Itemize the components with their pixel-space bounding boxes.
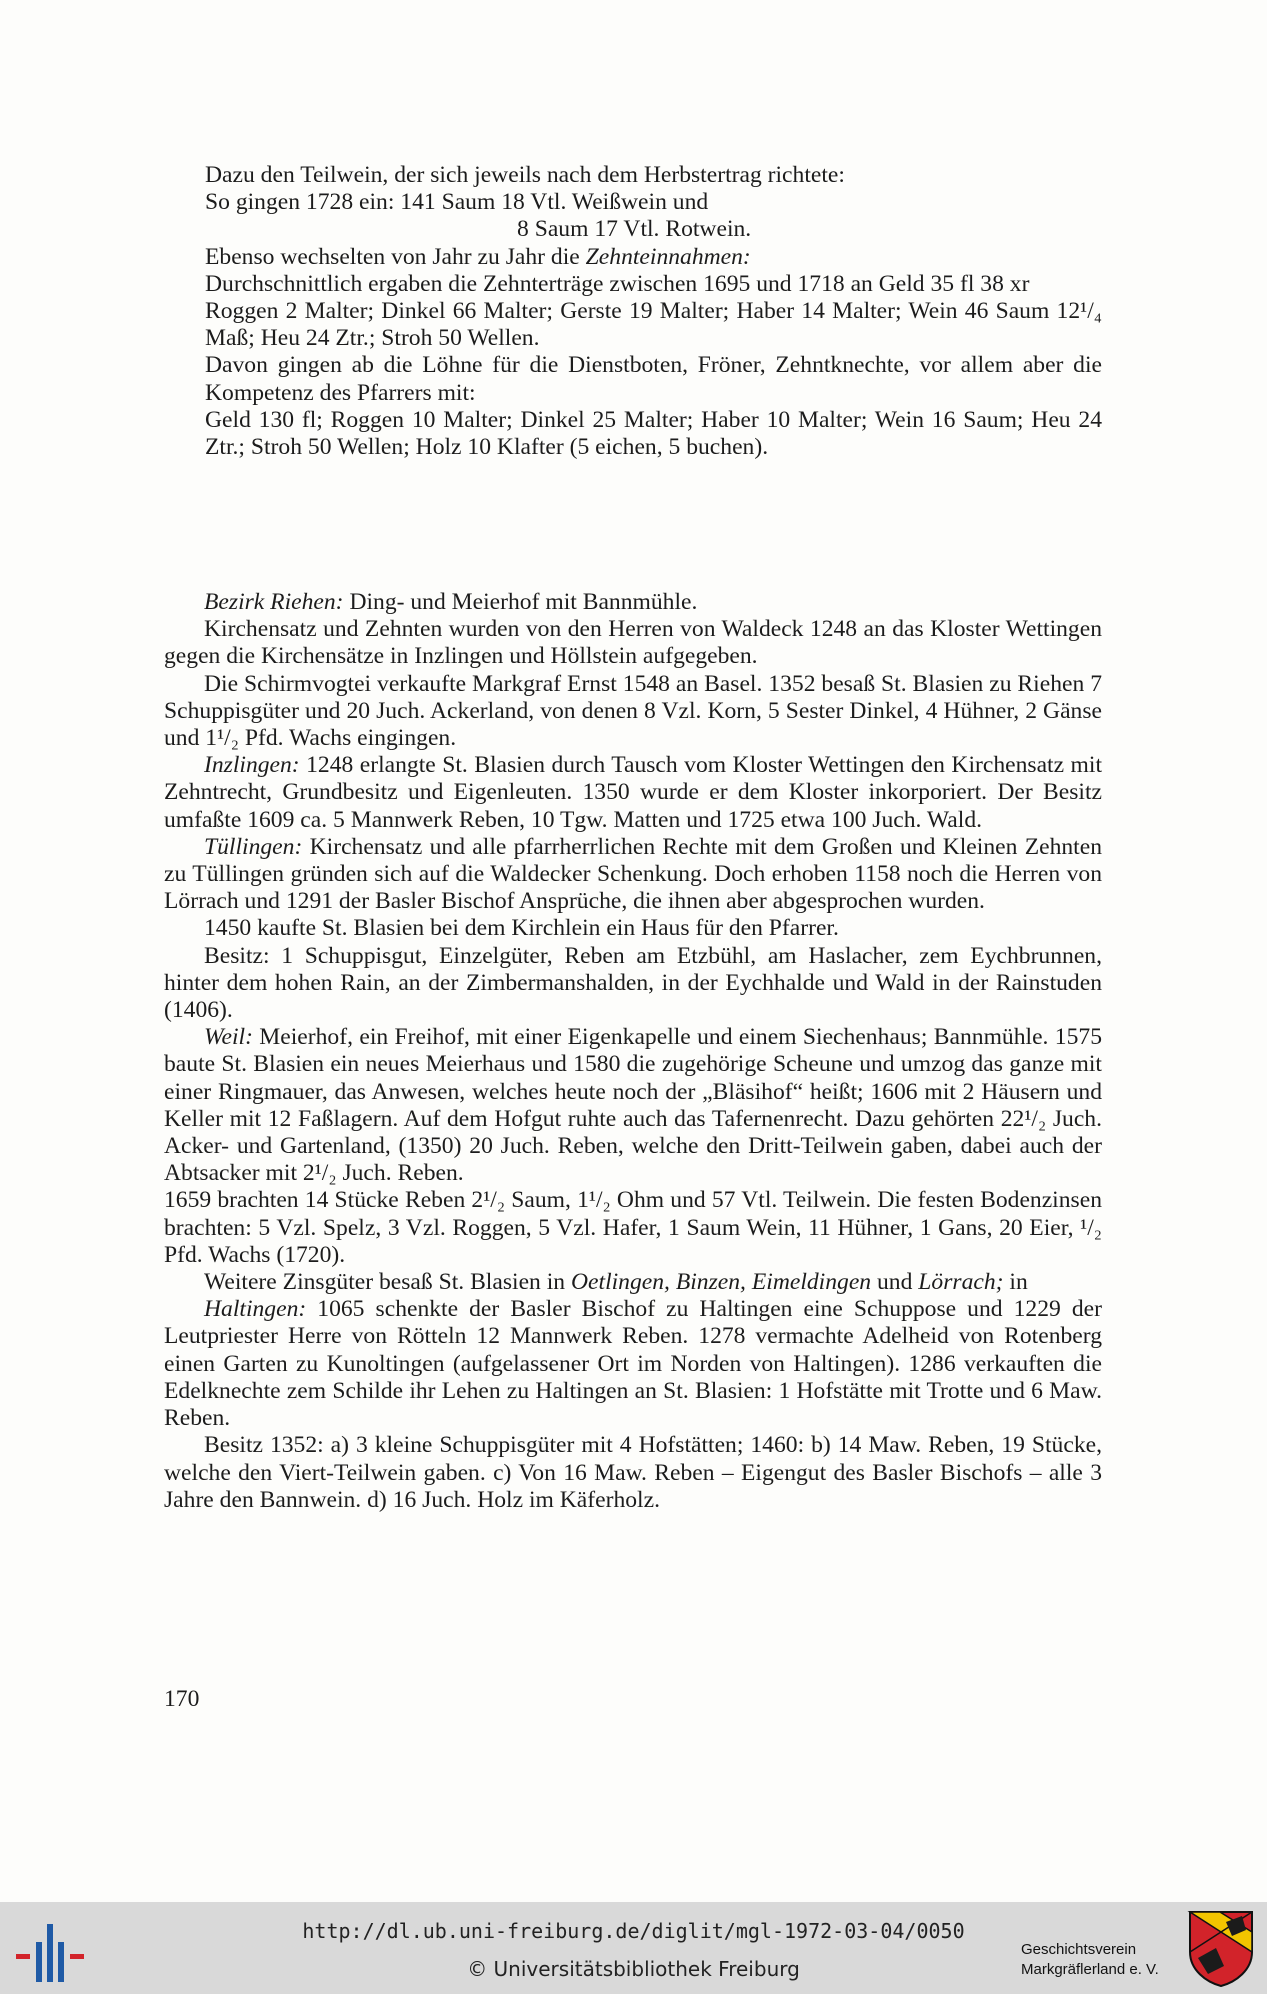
paragraph: So gingen 1728 ein: 141 Saum 18 Vtl. Weißwein und	[205, 189, 709, 216]
paragraph: Weitere Zinsgüter besaß St. Blasien in Oetlingen, Binzen, Eimeldingen und Lörrach; in	[204, 1269, 1028, 1296]
top-text-block	[205, 162, 1102, 461]
main-text-block	[164, 589, 1102, 1514]
permalink-url[interactable]: http://dl.ub.uni-freiburg.de/diglit/mgl-1972-03-04/0050	[302, 1919, 965, 1943]
paragraph: Weil: Meierhof, ein Freihof, mit einer Eigenkapelle und einem Siechenhaus; Bannmühle. 1575 baute St. Blasien ein neues Meierhaus und 1580 die zugehörige Scheune und umzog das ganze mit einer Ringmauer, das Anwesen, welches heute noch der „Bläsihof“ heißt; 1606 mit 2 Häusern und Keller mit 12 Faßlagern. Auf dem Hofgut ruhte auch das Tafernenrecht. Dazu gehörten 22¹/₂ Juch. Acker- und Gartenland, (1350) 20 Juch. Reben, welche den Dritt-Teilwein gaben, dabei auch der Abtsacker mit 2¹/₂ Juch. Reben.	[164, 1024, 1102, 1187]
paragraph: Die Schirmvogtei verkaufte Markgraf Ernst 1548 an Basel. 1352 besaß St. Blasien zu Riehen 7 Schuppisgüter und 20 Juch. Ackerland, von denen 8 Vzl. Korn, 5 Sester Dinkel, 4 Hühner, 2 Gänse und 1¹/₂ Pfd. Wachs eingingen.	[164, 670, 1102, 752]
paragraph: Tüllingen: Kirchensatz und alle pfarrherrlichen Rechte mit dem Großen und Kleinen Zehnten zu Tüllingen gründen sich auf die Waldecker Schenkung. Doch erhoben 1158 noch die Herren von Lörrach und 1291 der Basler Bischof Ansprüche, die ihnen aber abgesprochen wurden.	[164, 833, 1102, 915]
paragraph: Davon gingen ab die Löhne für die Dienstboten, Fröner, Zehntknechte, vor allem aber die Kompetenz des Pfarrers mit:	[205, 352, 1102, 406]
paragraph: Roggen 2 Malter; Dinkel 66 Malter; Gerste 19 Malter; Haber 14 Malter; Wein 46 Saum 12¹/₄ Maß; Heu 24 Ztr.; Stroh 50 Wellen.	[205, 298, 1102, 352]
paragraph: 8 Saum 17 Vtl. Rotwein.	[517, 216, 752, 243]
paragraph: Kirchensatz und Zehnten wurden von den Herren von Waldeck 1248 an das Kloster Wettingen gegen die Kirchensätze in Inzlingen und Höllstein aufgegeben.	[164, 616, 1102, 670]
paragraph: Durchschnittlich ergaben die Zehnterträge zwischen 1695 und 1718 an Geld 35 fl 38 xr	[205, 270, 1030, 297]
paragraph: Geld 130 fl; Roggen 10 Malter; Dinkel 25 Malter; Haber 10 Malter; Wein 16 Saum; Heu 24 Ztr.; Stroh 50 Wellen; Holz 10 Klafter (5 eichen, 5 buchen).	[205, 406, 1102, 461]
paragraph: 1450 kaufte St. Blasien bei dem Kirchlein ein Haus für den Pfarrer.	[204, 915, 839, 942]
paragraph: Inzlingen: 1248 erlangte St. Blasien durch Tausch vom Kloster Wettingen den Kirchensatz mit Zehntrecht, Grundbesitz und Eigenleuten. 1350 wurde er dem Kloster inkorporiert. Der Besitz umfaßte 1609 ca. 5 Mannwerk Reben, 10 Tgw. Matten und 1725 etwa 100 Juch. Wald.	[164, 752, 1102, 833]
paragraph: Dazu den Teilwein, der sich jeweils nach dem Herbstertrag richtete:	[205, 162, 845, 188]
paragraph: Besitz: 1 Schuppisgut, Einzelgüter, Reben am Etzbühl, am Haslacher, zem Eychbrunnen, hinter dem hohen Rain, an der Zimbermanshalden, in der Eychhalde und Wald in der Rainstuden (1406).	[164, 942, 1102, 1024]
paragraph: Bezirk Riehen: Ding- und Meierhof mit Bannmühle.	[204, 589, 698, 615]
paragraph: Ebenso wechselten von Jahr zu Jahr die Zehnteinnahmen:	[205, 243, 751, 270]
copyright-text: © Universitätsbibliothek Freiburg	[467, 1957, 800, 1981]
society-name: Geschichtsverein Markgräflerland e. V.	[1021, 1941, 1159, 1978]
paragraph: Besitz 1352: a) 3 kleine Schuppisgüter mit 4 Hofstätten; 1460: b) 14 Maw. Reben, 19 Stücke, welche den Viert-Teilwein gaben. c) Von 16 Maw. Reben – Eigengut des Basler Bischofs – alle 3 Jahre den Bannwein. d) 16 Juch. Holz im Käferholz.	[164, 1432, 1102, 1513]
page-number: 170	[164, 1686, 200, 1712]
footer-bar	[0, 1902, 1267, 1994]
paragraph: Haltingen: 1065 schenkte der Basler Bischof zu Haltingen eine Schuppose und 1229 der Leutpriester Herre von Rötteln 12 Mannwerk Reben. 1278 vermachte Adelheid von Rotenberg einen Garten zu Kunoltingen (aufgelassener Ort im Norden von Haltingen). 1286 verkauften die Edelknechte zem Schilde ihr Lehen zu Haltingen an St. Blasien: 1 Hofstätte mit Trotte und 6 Maw. Reben.	[164, 1296, 1102, 1432]
paragraph: 1659 brachten 14 Stücke Reben 2¹/₂ Saum, 1¹/₂ Ohm und 57 Vtl. Teilwein. Die festen Bodenzinsen brachten: 5 Vzl. Spelz, 3 Vzl. Roggen, 5 Vzl. Hafer, 1 Saum Wein, 11 Hühner, 1 Gans, 20 Eier, ¹/₂ Pfd. Wachs (1720).	[164, 1187, 1102, 1268]
coat-of-arms-icon	[1186, 1908, 1256, 1988]
